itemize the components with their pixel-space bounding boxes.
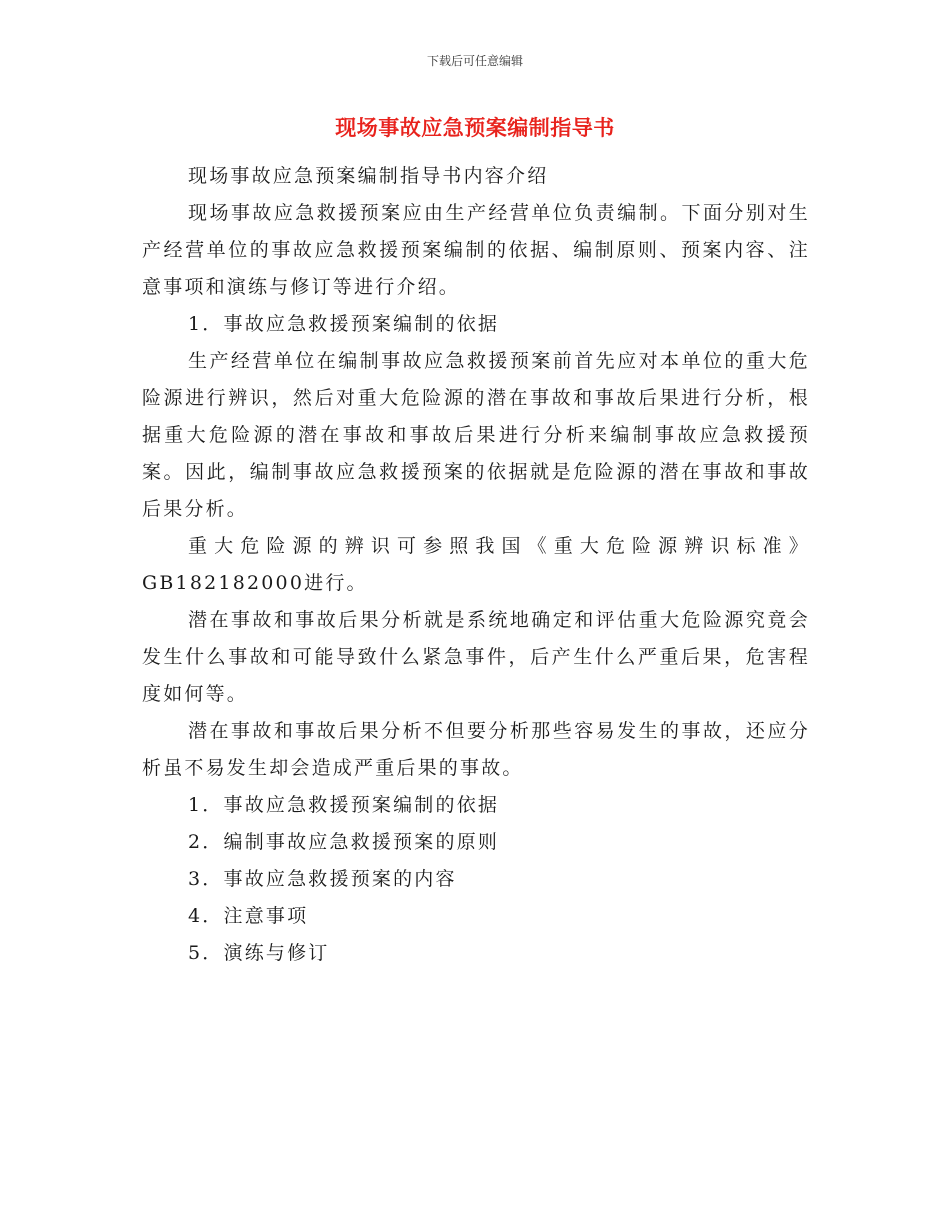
list-item: 3．事故应急救援预案的内容: [188, 868, 457, 890]
header-note: 下载后可任意编辑: [426, 54, 523, 68]
intro-heading: 现场事故应急预案编制指导书内容介绍: [188, 165, 549, 187]
intro-paragraph: 现场事故应急救援预案应由生产经营单位负责编制。下面分别对生产经营单位的事故应急救援预案编制的依据、编制原则、预案内容、注意事项和演练与修订等进行介绍。: [142, 202, 810, 298]
list-item: 2．编制事故应急救援预案的原则: [188, 831, 500, 853]
section-heading-basis: 1．事故应急救援预案编制的依据: [188, 313, 500, 335]
list-item: 5．演练与修订: [188, 942, 330, 964]
analysis-scope-paragraph: 潜在事故和事故后果分析不但要分析那些容易发生的事故，还应分析虽不易发生却会造成严重后果的事故。: [142, 720, 810, 779]
basis-paragraph: 生产经营单位在编制事故应急救援预案前首先应对本单位的重大危险源进行辨识，然后对重大危险源的潜在事故和事故后果进行分析，根据重大危险源的潜在事故和事故后果进行分析来编制事故应急救援预案。因此，编制事故应急救援预案的依据就是危险源的潜在事故和事故后果分析。: [142, 350, 810, 520]
list-item: 1．事故应急救援预案编制的依据: [188, 794, 500, 816]
document-body: [142, 158, 810, 972]
document-title: 现场事故应急预案编制指导书: [335, 116, 615, 140]
analysis-paragraph: 潜在事故和事故后果分析就是系统地确定和评估重大危险源究竟会发生什么事故和可能导致什么紧急事件，后产生什么严重后果，危害程度如何等。: [142, 609, 810, 705]
standard-paragraph: 重大危险源的辨识可参照我国《重大危险源辨识标准》GB182182000进行。: [142, 535, 810, 594]
list-item: 4．注意事项: [188, 905, 309, 927]
